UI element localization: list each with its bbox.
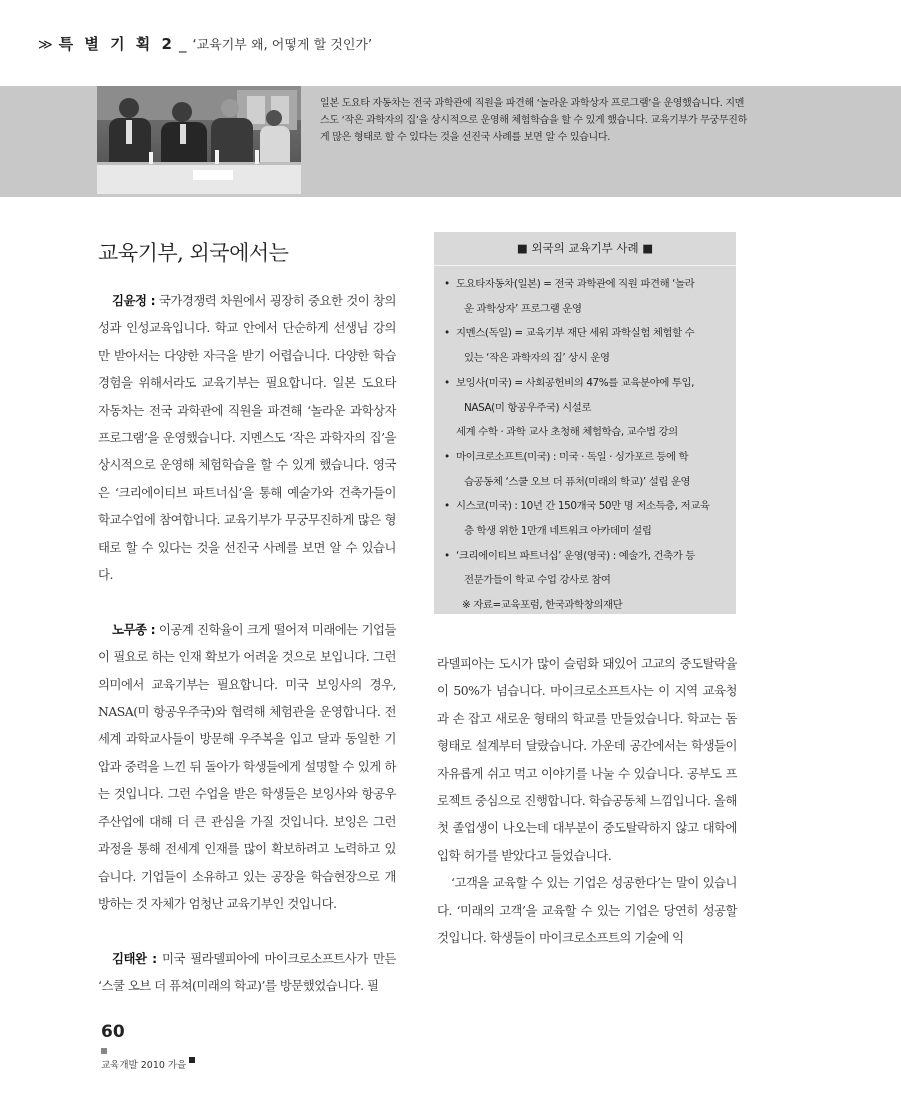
case-list — [434, 272, 736, 618]
section-title: 교육기부, 외국에서는 — [98, 241, 289, 265]
source-note: ※ 자료=교육포럼, 한국과학창의재단 — [462, 599, 623, 612]
header-subtitle: ‘교육기부 왜, 어떻게 할 것인가’ — [192, 38, 373, 53]
paragraph-text: 이공계 진학율이 크게 떨어져 미래에는 기업들이 필요로 하는 인재 확보가 어려울 것으로 보입니다. 그런 의미에서 교육기부는 필요합니다. 미국 보잉사의 경우, NASA(미 항공우주국)와 협력해 체험관을 운영합니다. 전세계 과학교사들이 방문해 우주복을 입고 달과 동일한 기압과 중력을 느낀 뒤 돌아가 학생들에게 설명할 수 있게 하는 것입니다. 그런 수업을 받은 학생들은 보잉사와 항공우주산업에 대해 더 큰 관심을 가질 것입니다. 보잉은 그런 과정을 통해 전세계 인재를 많이 확보하려고 노력하고 있습니다. 기업들이 소유하고 있는 공장을 학습현장으로 개방하는 것 자체가 엄청난 교육기부인 것입니다. — [98, 621, 396, 911]
square-marker-icon — [101, 1048, 107, 1054]
list-item: 습공동체 ‘스쿨 오브 더 퓨처(미래의 학교)’ 설립 운영 — [464, 475, 691, 488]
list-item: 전문가들이 학교 수업 강사로 참여 — [464, 574, 611, 587]
list-item: 층 학생 위한 1만개 네트워크 아카데미 설립 — [464, 525, 652, 538]
paragraph-text: 국가경쟁력 차원에서 굉장히 중요한 것이 창의성과 인성교육입니다. 학교 안에서 단순하게 선생님 강의만 받아서는 다양한 자극을 받기 어렵습니다. 다양한 학습경험을 위해서라도 교육기부는 필요합니다. 일본 도요타 자동차는 전국 과학관에 직원을 파견해 ‘놀라운 과학상자 프로그램’을 운영했습니다. 지멘스도 ‘작은 과학자의 집’을 상시적으로 운영해 체험학습을 할 수 있게 했습니다. 영국은 ‘크리에이티브 파트너십’을 통해 예술가와 건축가들이 학교수업에 참여합니다. 교육기부가 무궁무진하게 많은 형태로 할 수 있다는 것을 선진국 사례를 보면 알 수 있습니다. — [98, 293, 396, 583]
header-separator: _ — [178, 35, 187, 53]
photo-caption: 일본 도요타 자동차는 전국 과학관에 직원을 파견해 ‘놀라운 과학상자 프로그램’을 운영했습니다. 지멘스도 ‘작은 과학자의 집’을 상시적으로 운영해 체험학습을 할 수 있게 했습니다. 교육기부가 무궁무진하게 많은 형태로 할 수 있다는 것을 선진국 사례를 보면 알 수 있습니다. — [320, 98, 747, 143]
list-item: • ‘크리에이티브 파트너십’ 운영(영국) : 예술가, 건축가 등 — [456, 544, 726, 569]
paragraph-text: 라델피아는 도시가 많이 슬럼화 돼있어 고교의 중도탈락율이 50%가 넘습니다. 마이크로소프트사는 이 지역 교육청과 손 잡고 새로운 형태의 학교를 만들었습니다. 학교는 돔 형태로 설계부터 달랐습니다. 가운데 공간에서는 학생들이 자유롭게 쉬고 먹고 이야기를 나눌 수 있습니다. 공부도 프로젝트 중심으로 진행합니다. 학습공동체 느낌입니다. 올해 첫 졸업생이 나오는데 대부분이 중도탈락하지 않고 대학에 입학 허가를 받았다고 들었습니다. — [437, 656, 737, 863]
case-study-box — [434, 232, 736, 614]
right-column — [437, 650, 737, 951]
list-item: 세계 수학 · 과학 교사 초청해 체험학습, 교수법 강의 — [456, 426, 678, 439]
paragraph-text: ‘고객을 교육할 수 있는 기업은 성공한다’는 말이 있습니다. ‘미래의 고객’을 교육할 수 있는 기업은 당연히 성공할 것입니다. 학생들이 마이크로소프트의 기술에 익 — [437, 875, 737, 946]
paragraph — [98, 616, 396, 917]
header-label: 특 별 기 획 2 — [58, 35, 175, 53]
double-chevron-right-icon: ≫ — [38, 37, 53, 53]
meeting-photo — [97, 86, 301, 194]
footer — [101, 1046, 195, 1071]
list-item: NASA(미 항공우주국) 시설로 — [464, 401, 592, 414]
speaker-name: 김윤정 : — [112, 293, 156, 308]
list-item: • 마이크로소프트(미국) : 미국 · 독일 · 싱가포르 등에 학 — [456, 445, 726, 470]
left-column — [98, 287, 396, 1000]
list-item: 운 과학상자’ 프로그램 운영 — [464, 302, 582, 315]
page-number: 60 — [101, 1022, 125, 1042]
list-item: • 도요타자동차(일본) = 전국 과학관에 직원 파견해 ‘놀라 — [456, 272, 726, 297]
list-item: • 지멘스(독일) = 교육기부 재단 세워 과학실험 체험할 수 — [456, 321, 726, 346]
paragraph — [437, 650, 737, 869]
box-title: ■ 외국의 교육기부 사례 ■ — [434, 232, 736, 266]
list-item: • 보잉사(미국) = 사회공헌비의 47%를 교육분야에 투입, — [456, 371, 726, 396]
paragraph — [98, 945, 396, 1000]
paragraph — [98, 287, 396, 588]
square-marker-icon — [189, 1057, 195, 1063]
paragraph — [437, 869, 737, 951]
section-header — [38, 33, 372, 54]
speaker-name: 노무종 : — [112, 621, 156, 637]
list-item: 있는 ‘작은 과학자의 집’ 상시 운영 — [464, 352, 610, 365]
list-item: • 시스코(미국) : 10년 간 150개국 50만 명 저소득층, 저교육 — [456, 494, 726, 519]
footer-text: 교육개발 2010 가을 — [101, 1060, 187, 1071]
paragraph-text: 미국 필라델피아에 마이크로소프트사가 만든 ‘스쿨 오브 더 퓨쳐(미래의 학교)’를 방문했었습니다. 필 — [98, 950, 396, 994]
speaker-name: 김태완 : — [112, 950, 157, 966]
